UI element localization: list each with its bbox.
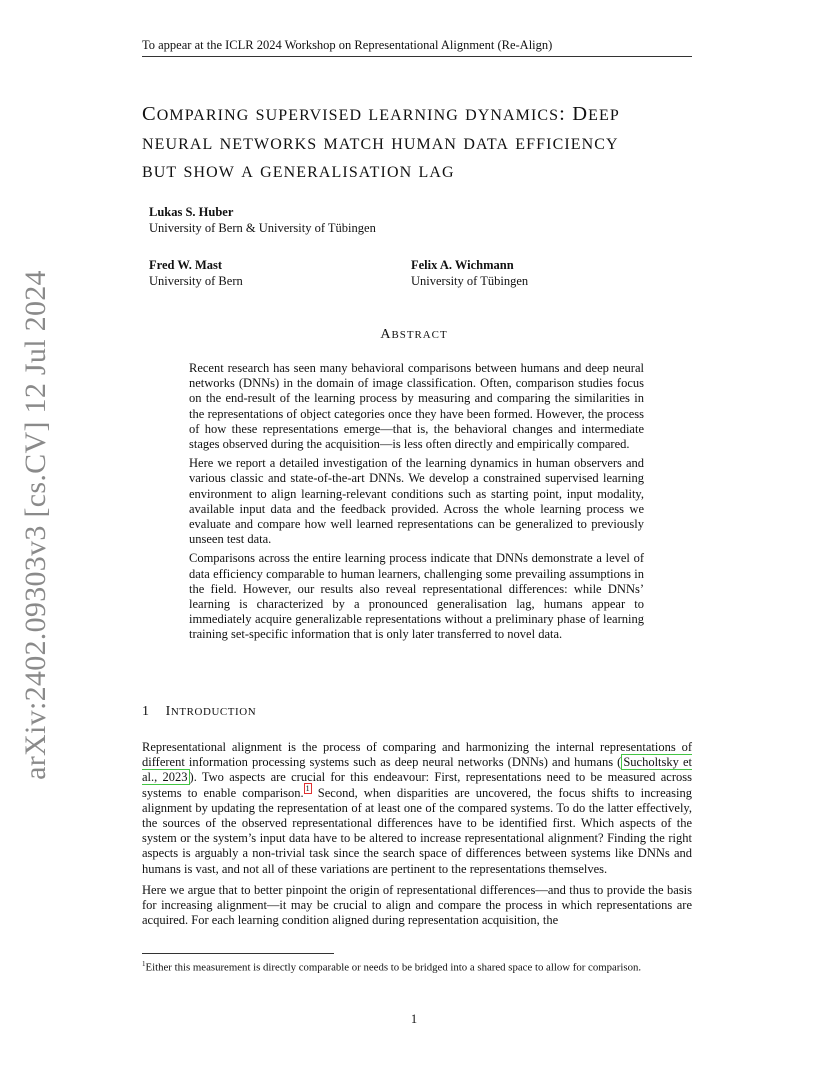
footnote-divider xyxy=(142,953,334,954)
section-number: 1 xyxy=(142,704,150,719)
footnote-link[interactable]: 1 xyxy=(305,784,310,794)
abstract-paragraph: Recent research has seen many behavioral comparisons between humans and deep neural networks (DNNs) in the domain of image classification. Often, comparison studies focus on the end-result of the learning process by measuring and comparing the similarities in the representations of object categories once they have been formed. However, the process of how these representations emerge—that is, the behavioral changes and intermediate stages observed during the acquisition—is less often directly and empirically compared. xyxy=(189,361,644,452)
footnote-mark: 1 xyxy=(142,960,146,968)
title-line-2: NEURAL NETWORKS MATCH HUMAN DATA EFFICIENCY xyxy=(142,135,619,153)
intro-paragraph-1 xyxy=(142,740,692,877)
page-number: 1 xyxy=(410,1012,418,1026)
abstract-paragraph: Comparisons across the entire learning process indicate that DNNs demonstrate a level of data efficiency comparable to human learners, challenging some prevailing assumptions in the field. However, our results also reveal representational differences: while DNNs’ learning is characterized by a pronounced generalisation lag, humans appear to immediately acquire generalizable representations without a preliminary phase of learning training set-specific information that is only later transferred to novel data. xyxy=(189,551,644,642)
author-affiliation: University of Bern & University of Tübingen xyxy=(149,221,376,235)
footnote-text: Either this measurement is directly comparable or needs to be bridged into a shared space to allow for comparison. xyxy=(145,961,642,974)
arxiv-sidebar xyxy=(6,270,66,780)
intro-paragraph-2: Here we argue that to better pinpoint the origin of representational differences—and thus to provide the basis for increasing alignment—it may be crucial to align and compare the process in which representations are acquired. For each learning condition aligned during representation acquisition, the xyxy=(142,882,692,928)
author-name: Lukas S. Huber xyxy=(149,205,234,219)
paper-title xyxy=(142,101,702,187)
author-block-3 xyxy=(411,257,528,289)
intro-text: ). Two aspects are crucial for this endeavour: First, representations need to be measured across systems to enable comparison. xyxy=(142,770,692,800)
author-affiliation: University of Tübingen xyxy=(411,274,529,288)
intro-text: Second, when disparities are uncovered, the focus shifts to increasing alignment by updating the representation of at least one of the compared systems. To do the latter effectively, the sources of the observed representational differences have to be identified first. Which aspects of the system or the system’s input data have to be altered to increase representational alignment? Finding the right aspects is arguably a non-trivial task since the search space of differences between systems like DNNs and humans is vast, and not all of these variations are pertinent to the representations themselves. xyxy=(142,785,692,876)
section-title: INTRODUCTION xyxy=(165,704,257,719)
author-name: Fred W. Mast xyxy=(149,258,223,272)
author-affiliation: University of Bern xyxy=(149,274,243,288)
author-name: Felix A. Wichmann xyxy=(411,258,514,272)
running-header: To appear at the ICLR 2024 Workshop on Representational Alignment (Re-Align) xyxy=(142,37,692,57)
abstract-heading: ABSTRACT xyxy=(380,327,448,342)
abstract-paragraph: Here we report a detailed investigation of the learning dynamics in human observers and various classic and state-of-the-art DNNs. We develop a constrained supervised learning environment to align learning-relevant conditions such as starting point, input modality, available input data and the feedback provided. Across the whole learning process we evaluate and compare how well learned representations can be generalized to previously unseen test data. xyxy=(189,456,644,547)
section-heading xyxy=(142,704,256,720)
footnote xyxy=(142,958,692,975)
title-line-1: COMPARING SUPERVISED LEARNING DYNAMICS: DEEP xyxy=(142,103,620,125)
intro-text: Representational alignment is the process of comparing and harmonizing the internal representations of different information processing systems such as deep neural networks (DNNs) and humans ( xyxy=(142,740,692,770)
author-block-2 xyxy=(149,257,243,289)
introduction-body xyxy=(142,740,692,934)
abstract-body xyxy=(189,361,644,647)
arxiv-identifier: arXiv:2402.09303v3 [cs.CV] 12 Jul 2024 xyxy=(19,270,52,780)
title-line-3: BUT SHOW A GENERALISATION LAG xyxy=(142,164,455,181)
author-block-1 xyxy=(149,204,376,236)
citation-link[interactable]: Sucholtsky et al., 2023 xyxy=(142,755,692,785)
